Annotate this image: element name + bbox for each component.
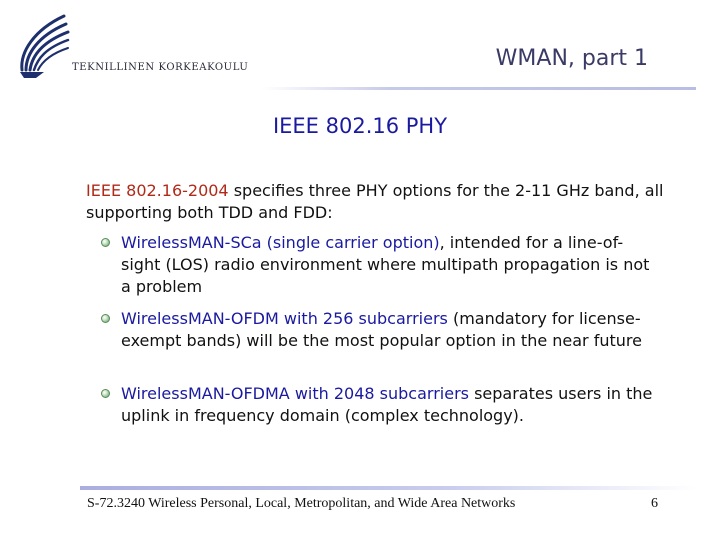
header-title: WMAN, part 1: [495, 46, 648, 71]
slide-title: IEEE 802.16 PHY: [272, 114, 448, 138]
intro-highlight: IEEE 802.16-2004: [86, 181, 229, 200]
bullet-item: [121, 232, 661, 298]
logo: [14, 12, 74, 80]
bullet-text: (mandatory for license-exempt bands) will be the most popular option in the near future: [121, 309, 642, 350]
bullet-highlight: WirelessMAN-OFDM with 256 subcarriers: [121, 309, 448, 328]
top-divider: [262, 87, 696, 90]
bullet-text: separates users in the uplink in frequency domain (complex technology).: [121, 384, 653, 425]
bullet-icon: [101, 238, 110, 247]
bullet-icon: [101, 314, 110, 323]
bullet-item: [121, 383, 661, 427]
org-name: TEKNILLINEN KORKEAKOULU: [72, 62, 249, 73]
footer-text: S-72.3240 Wireless Personal, Local, Metropolitan, and Wide Area Networks: [87, 496, 516, 511]
bullet-text: , intended for a line-of-sight (LOS) radio environment where multipath propagation is not a problem: [121, 233, 650, 296]
intro-paragraph: [86, 180, 686, 224]
bottom-divider: [80, 486, 696, 490]
intro-text: specifies three PHY options for the 2-11 GHz band, all supporting both TDD and FDD:: [86, 181, 664, 222]
university-sail-logo-icon: [14, 12, 74, 80]
bullet-highlight: WirelessMAN-OFDMA with 2048 subcarriers: [121, 384, 469, 403]
page-number: 6: [651, 496, 658, 511]
bullet-highlight: WirelessMAN-SCa (single carrier option): [121, 233, 440, 252]
bullet-icon: [101, 389, 110, 398]
bullet-item: [121, 308, 661, 352]
